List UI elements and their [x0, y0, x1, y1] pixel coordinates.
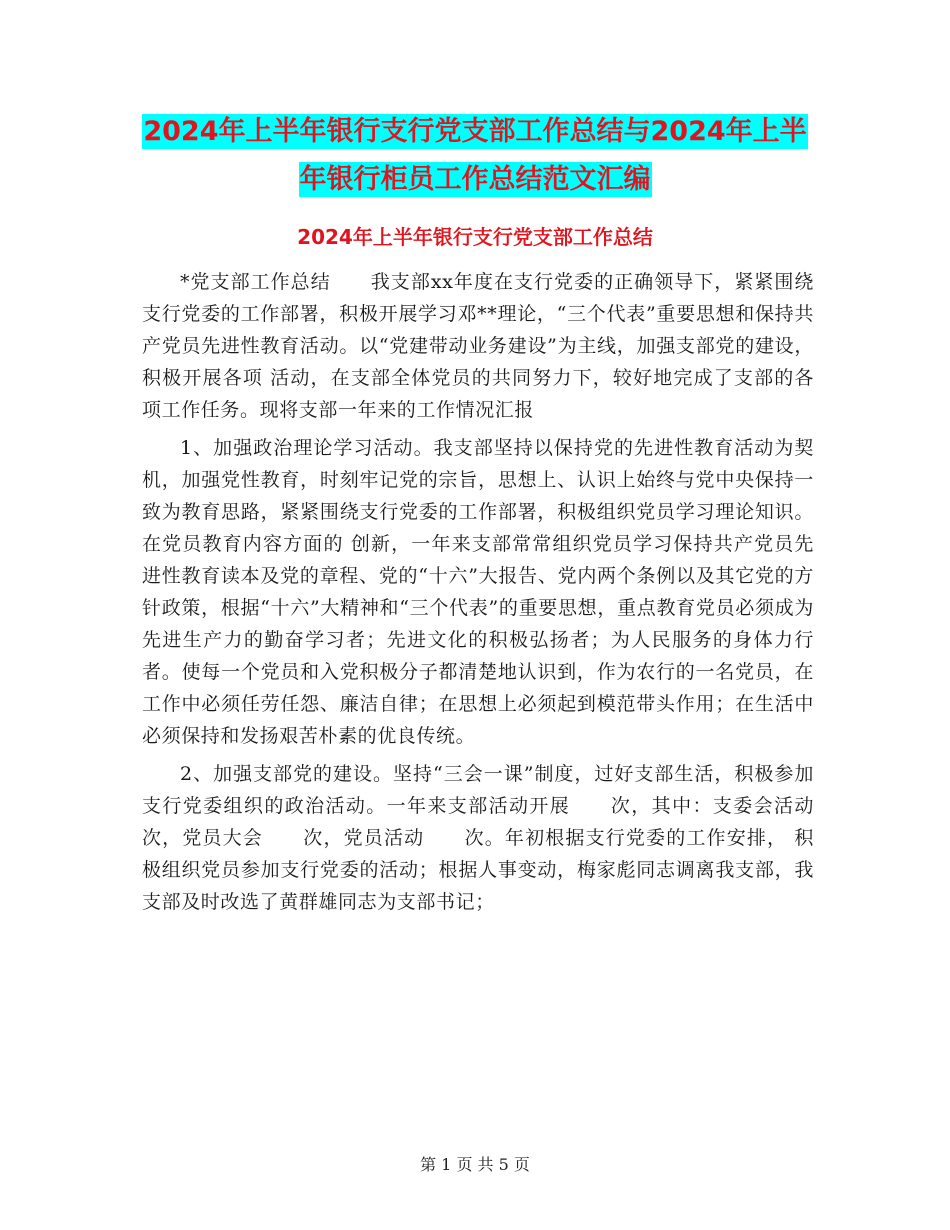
paragraph-2: 2、加强支部党的建设。坚持“三会一课”制度，过好支部生活，积极参加支行党委组织的政治活动。一年来支部活动开展 次，其中：支委会活动 次，党员大会 次，党员活动 次。年初根据支行党委的工作安排， 积极组织党员参加支行党委的活动；根据人事变动，梅家彪同志调离我支部，我支部及时改选了黄群雄同志为支部书记； [142, 763, 854, 913]
paragraph-1: 1、加强政治理论学习活动。我支部坚持以保持党的先进性教育活动为契机，加强党性教育，时刻牢记党的宗旨，思想上、认识上始终与党中央保持一致为教育思路，紧紧围绕支行党委的工作部署，积极组织党员学习理论知识。在党员教育内容方面的 创新，一年来支部常常组织党员学习保持共产党员先进性教育读本及党的章程、党的“十六”大报告、党内两个条例以及其它党的方针政策，根据“十六”大精神和“三个代表”的重要思想，重点教育党员必须成为先进生产力的勤奋学习者；先进文化的积极弘扬者；为人民服务的身体力行者。使每一个党员和入党积极分子都清楚地认识到，作为农行的一名党员，在工作中必须任劳任怨、廉洁自律；在思想上必须起到模范带头作用；在生活中必须保持和发扬艰苦朴素的优良传统。 [142, 437, 814, 747]
section-title: 2024年上半年银行支行党支部工作总结 [297, 225, 653, 249]
title-line-1: 2024年上半年银行支行党支部工作总结与2024年上半 [143, 116, 807, 147]
body-text [142, 266, 854, 924]
paragraph-intro: *党支部工作总结 我支部xx年度在支行党委的正确领导下，紧紧围绕支行党委的工作部署，积极开展学习邓**理论，“三个代表”重要思想和保持共产党员先进性教育活动。以“党建带动业务建设”为主线，加强支部党的建设，积极开展各项 活动，在支部全体党员的共同努力下，较好地完成了支部的各项工作任务。现将支部一年来的工作情况汇报 [142, 271, 814, 421]
title-line-2: 年银行柜员工作总结范文汇编 [299, 164, 651, 195]
document-title [0, 108, 950, 204]
page-footer: 第 1 页 共 5 页 [420, 1155, 530, 1174]
